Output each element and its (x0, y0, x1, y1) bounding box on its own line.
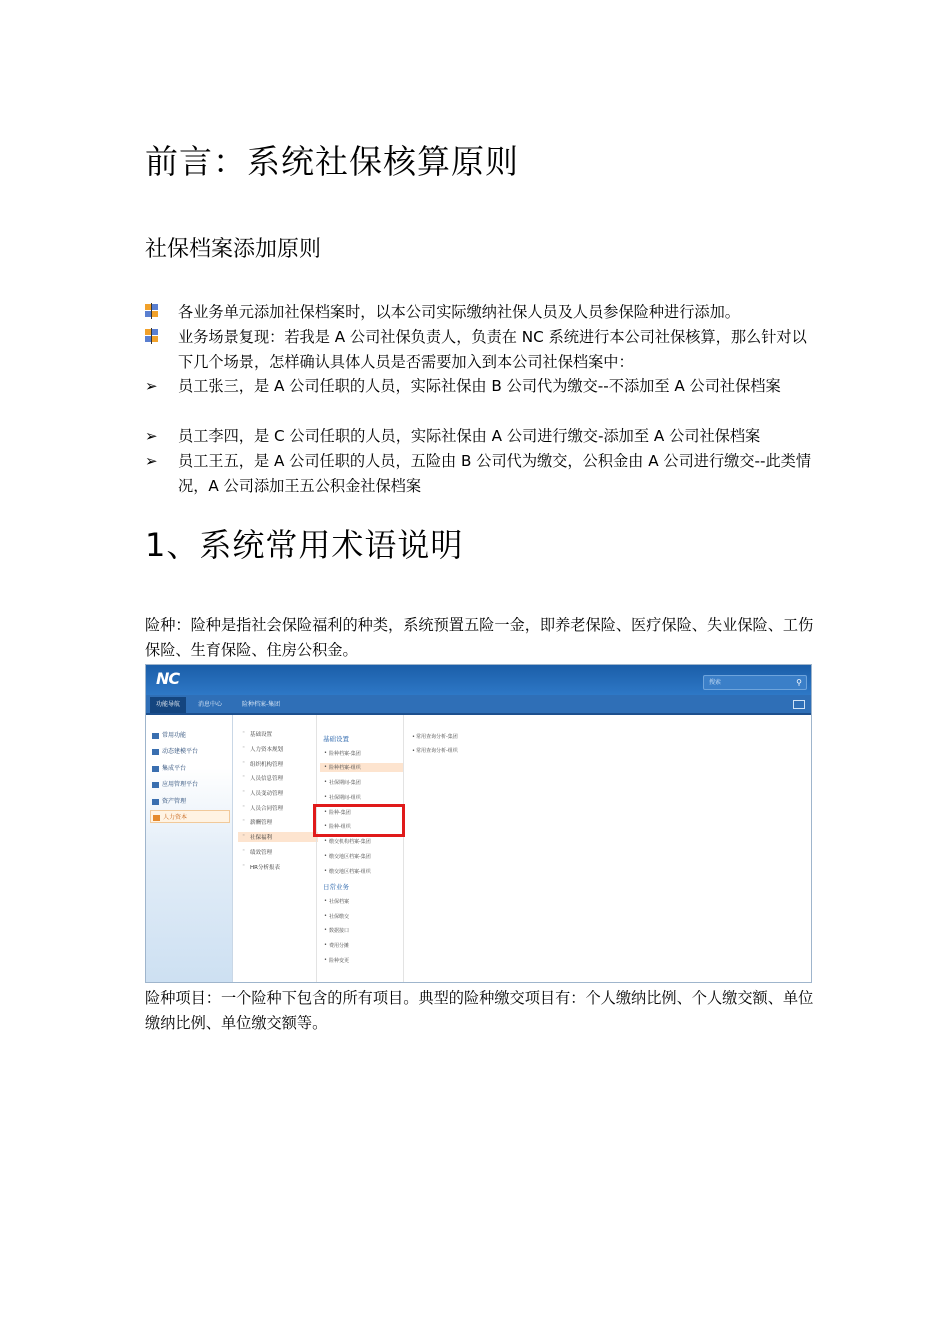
function-column (316, 715, 404, 982)
scenario-item (145, 424, 815, 449)
page-title: 前言：系统社保核算原则 (145, 142, 519, 181)
tab-bar (146, 695, 811, 715)
function-item[interactable]: • 缴交地区档案-组织 (329, 868, 371, 875)
function-item-selected[interactable]: • 险种档案-组织 (320, 763, 403, 772)
modeling-icon (152, 749, 159, 755)
tab-function-nav[interactable]: 功能导航 (150, 697, 186, 713)
function-item[interactable]: • 缴交机构档案-集团 (329, 838, 371, 845)
tab-message-center[interactable]: 消息中心 (198, 701, 223, 708)
query-item[interactable]: • 常用查询分析-组织 (412, 747, 458, 754)
search-input[interactable]: 搜索 ⚲ (703, 675, 807, 690)
function-item[interactable]: • 险种变更 (329, 957, 349, 964)
flag-bullet-icon (145, 325, 169, 350)
function-item[interactable]: • 社保期间-集团 (329, 779, 361, 786)
module-item[interactable]: ◦ 基础设置 (250, 730, 272, 738)
tab-insurance-archive[interactable]: 险种档案-集团 (242, 701, 281, 708)
function-item[interactable]: • 费用分摊 (329, 942, 349, 949)
nc-screenshot (145, 664, 812, 983)
nav-item[interactable]: 常用功能 (152, 730, 186, 739)
group-heading: 基础设置 (323, 735, 349, 743)
module-item[interactable]: ◦ 人员合同管理 (250, 804, 283, 812)
module-item[interactable]: ◦ 人员变动管理 (250, 789, 283, 797)
arrow-bullet-icon: ➢ (145, 377, 158, 395)
nav-item[interactable]: 动态建模平台 (152, 746, 198, 755)
highlight-box (313, 804, 405, 837)
function-item[interactable]: • 险种-集团 (329, 809, 351, 816)
scenario-text: 员工王五，是 A 公司任职的人员，五险由 B 公司代为缴交，公积金由 A 公司进行缴交--此类情况，A 公司添加王五公积金社保档案 (178, 452, 812, 495)
function-item[interactable]: • 险种档案-集团 (329, 750, 361, 757)
arrow-bullet-icon: ➢ (145, 452, 158, 470)
module-item[interactable]: ◦ 人员信息管理 (250, 774, 283, 782)
scenario-item (145, 374, 815, 399)
paragraph: 险种项目：一个险种下包含的所有项目。典型的险种缴交项目有：个人缴纳比例、个人缴交额、单位缴纳比例、单位缴交额等。 (145, 989, 814, 1032)
left-nav (146, 715, 233, 982)
function-item[interactable]: • 社保期间-组织 (329, 794, 361, 801)
arrow-bullet-icon: ➢ (145, 427, 158, 445)
paragraph: 险种：险种是指社会保险福利的种类，系统预置五险一金，即养老保险、医疗保险、失业保险、工伤保险、生育保险、住房公积金。 (145, 616, 814, 659)
module-item[interactable]: ◦ 薪酬管理 (250, 818, 272, 826)
bullet-item (145, 325, 815, 375)
function-item[interactable]: • 社保缴交 (329, 913, 349, 920)
bullet-text: 业务场景复现：若我是 A 公司社保负责人，负责在 NC 系统进行本公司社保核算，那么针对以下几个场景，怎样确认具体人员是否需要加入到本公司社保档案中： (178, 328, 807, 371)
bullet-text: 各业务单元添加社保档案时，以本公司实际缴纳社保人员及人员参保险种进行添加。 (178, 303, 740, 321)
integration-icon (152, 766, 159, 772)
function-item[interactable]: • 缴交地区档案-集团 (329, 853, 371, 860)
asset-icon (152, 799, 159, 805)
query-item[interactable]: • 常用查询分析-集团 (412, 733, 458, 740)
group-heading: 日常业务 (323, 883, 349, 891)
window-icon[interactable] (793, 700, 805, 709)
app-mgmt-icon (152, 782, 159, 788)
search-icon: ⚲ (796, 678, 802, 687)
flag-bullet-icon (145, 300, 169, 325)
nav-item-hr[interactable]: 人力资本 (150, 810, 230, 823)
function-item[interactable]: • 险种-组织 (329, 823, 351, 830)
nav-item[interactable]: 集成平台 (152, 763, 186, 772)
module-item-social-security[interactable]: ◦ 社保福利 (238, 832, 318, 842)
function-item[interactable]: • 社保档案 (329, 898, 349, 905)
people-icon (153, 815, 160, 821)
function-item[interactable]: • 数据接口 (329, 927, 349, 934)
bullet-item (145, 300, 815, 325)
nc-logo: NC (156, 669, 180, 688)
nav-item[interactable]: 应用管理平台 (152, 779, 198, 788)
top-bar (146, 665, 811, 695)
module-item[interactable]: ◦ 绩效管理 (250, 848, 272, 856)
nav-item[interactable]: 资产管理 (152, 796, 186, 805)
module-item[interactable]: ◦ HR分析报表 (250, 863, 280, 871)
module-column (236, 715, 310, 982)
scenario-item (145, 449, 815, 499)
module-item[interactable]: ◦ 组织机构管理 (250, 760, 283, 768)
section-heading: 1、系统常用术语说明 (145, 526, 464, 564)
module-item[interactable]: ◦ 人力资本规划 (250, 745, 283, 753)
scenario-text: 员工张三，是 A 公司任职的人员，实际社保由 B 公司代为缴交--不添加至 A 公司社保档案 (178, 377, 781, 395)
subtitle: 社保档案添加原则 (145, 237, 322, 262)
monitor-icon (152, 733, 159, 739)
scenario-text: 员工李四，是 C 公司任职的人员，实际社保由 A 公司进行缴交-添加至 A 公司社保档案 (178, 427, 761, 445)
